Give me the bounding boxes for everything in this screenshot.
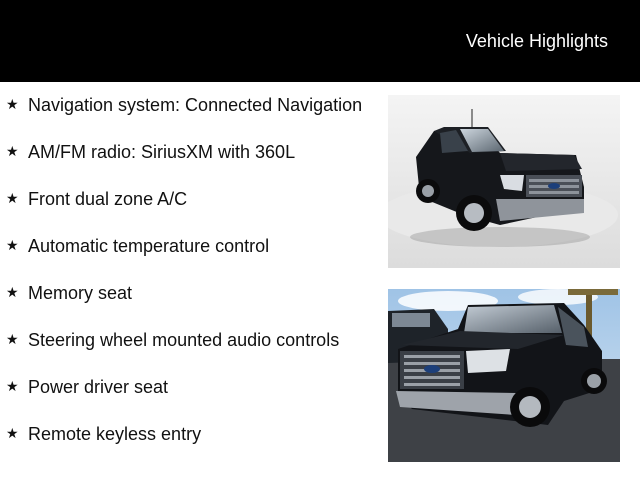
feature-item <box>6 188 378 210</box>
feature-item <box>6 376 378 398</box>
feature-item <box>6 423 378 445</box>
feature-text: AM/FM radio: SiriusXM with 360L <box>28 142 296 162</box>
truck-photo-studio <box>388 95 620 268</box>
feature-item <box>6 94 378 138</box>
feature-item <box>6 282 378 304</box>
star-icon: ★ <box>6 144 19 160</box>
star-icon: ★ <box>6 191 19 207</box>
feature-text: Front dual zone A/C <box>28 189 188 209</box>
feature-text: Navigation system: Connected Navigation <box>28 95 363 115</box>
feature-list <box>6 94 378 445</box>
feature-item <box>6 329 378 351</box>
feature-text: Automatic temperature control <box>28 236 270 256</box>
truck-photo-lot <box>388 289 620 462</box>
star-icon: ★ <box>6 426 19 442</box>
star-icon: ★ <box>6 97 19 113</box>
feature-text: Steering wheel mounted audio controls <box>28 330 340 350</box>
page-title: Vehicle Highlights <box>465 31 608 51</box>
feature-text: Remote keyless entry <box>28 424 202 444</box>
feature-item <box>6 141 378 163</box>
feature-item <box>6 235 378 257</box>
star-icon: ★ <box>6 238 19 254</box>
star-icon: ★ <box>6 285 19 301</box>
feature-text: Power driver seat <box>28 377 169 397</box>
header-bar <box>0 0 640 82</box>
star-icon: ★ <box>6 332 19 348</box>
star-icon: ★ <box>6 379 19 395</box>
feature-text: Memory seat <box>28 283 133 303</box>
